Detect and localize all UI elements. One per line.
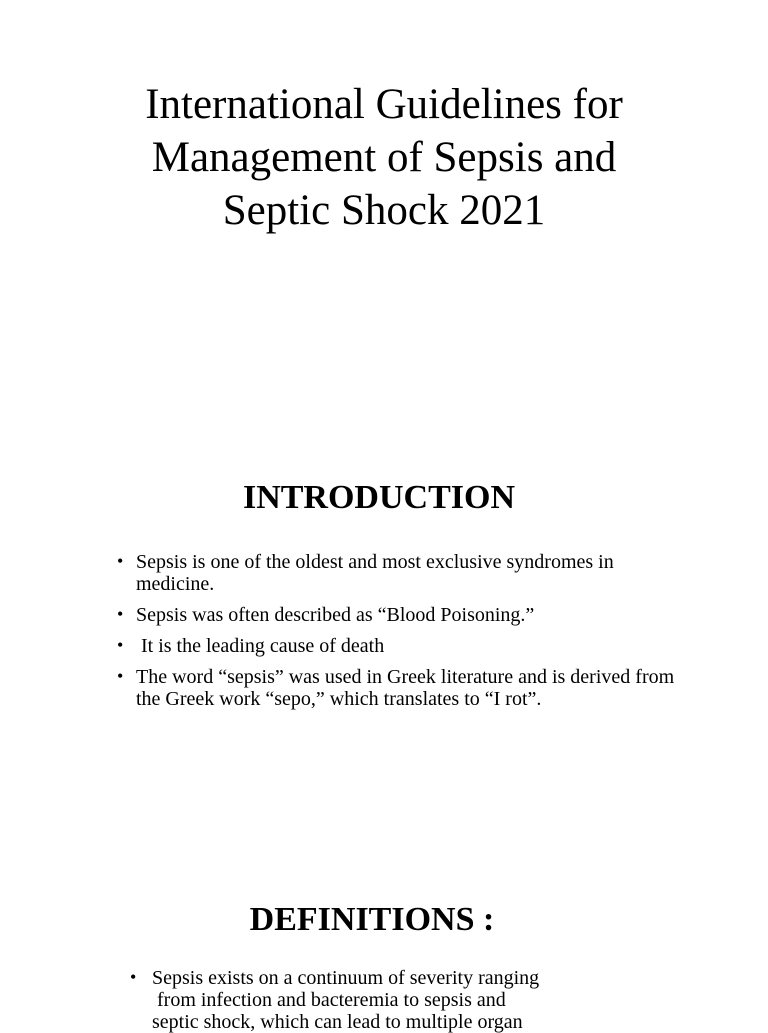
introduction-list [115, 551, 675, 719]
title-line-3: Septic Shock 2021 [222, 187, 546, 234]
list-item [115, 551, 675, 595]
list-item [128, 967, 648, 1033]
list-item-text-line-1: Sepsis exists on a continuum of severity ranging [152, 967, 540, 989]
bullet-icon: • [117, 604, 124, 624]
list-item [115, 666, 675, 710]
list-item-text: Sepsis is one of the oldest and most exclusive syndromes in medicine. [136, 551, 614, 595]
list-item-text: Sepsis was often described as “Blood Poisoning.” [136, 604, 535, 626]
bullet-icon: • [117, 551, 124, 571]
list-item [115, 604, 675, 626]
bullet-icon: • [130, 967, 137, 987]
title-line-2: Management of Sepsis and [151, 134, 617, 181]
definitions-list [128, 967, 648, 1033]
definitions-heading: DEFINITIONS : [249, 901, 495, 938]
page-title [0, 78, 768, 237]
list-item-text-line-2: from infection and bacteremia to sepsis and [157, 989, 506, 1011]
introduction-heading: INTRODUCTION [242, 479, 516, 516]
list-item-text: The word “sepsis” was used in Greek literature and is derived from the Greek work “sepo,” which translates to “I rot”. [136, 666, 675, 710]
bullet-icon: • [117, 635, 124, 655]
bullet-icon: • [117, 666, 124, 686]
list-item-text: It is the leading cause of death [136, 635, 385, 657]
title-line-1: International Guidelines for [145, 81, 623, 128]
list-item [115, 635, 675, 657]
list-item-text-line-3: septic shock, which can lead to multiple organ [152, 1011, 523, 1033]
